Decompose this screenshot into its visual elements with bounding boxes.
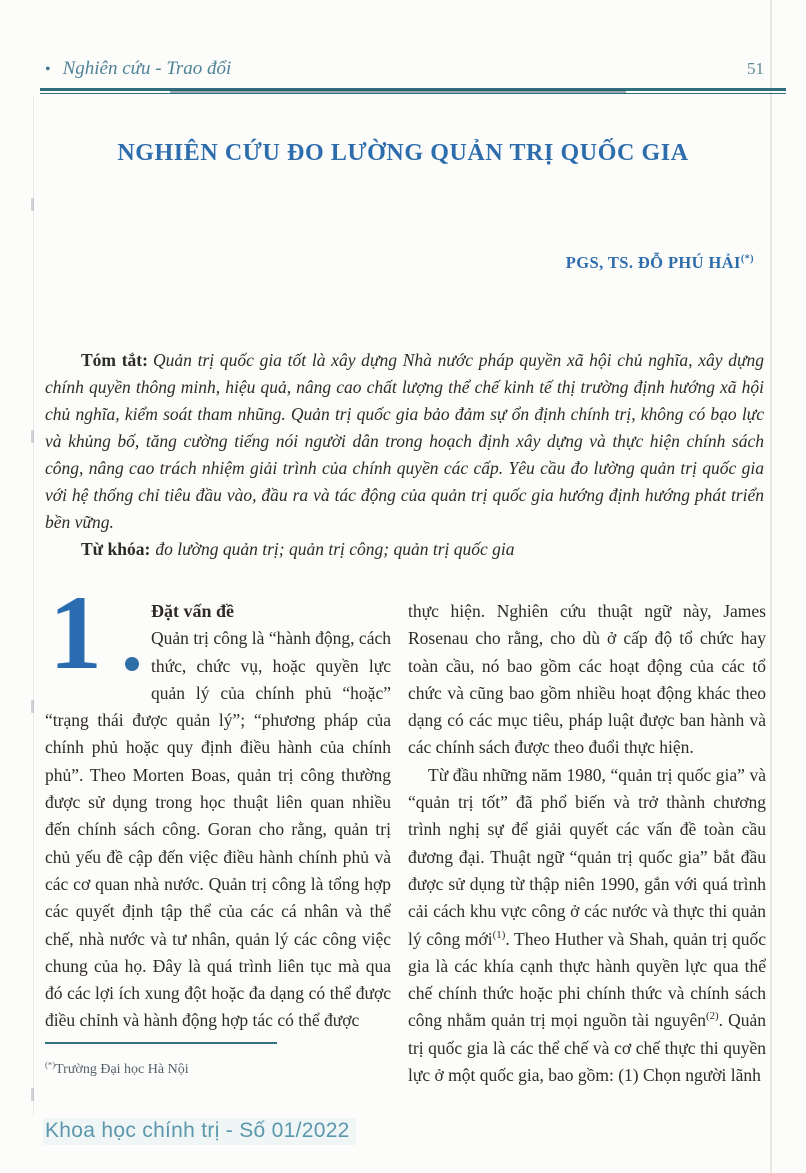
left-column [45, 598, 391, 1113]
keywords-text: đo lường quản trị; quản trị công; quản trị quốc gia [155, 539, 515, 559]
footnote-block [45, 1042, 391, 1083]
footnote-text [45, 1056, 391, 1083]
author-name: PGS, TS. ĐỖ PHÚ HẢI [565, 253, 741, 272]
keywords-label: Từ khóa: [81, 539, 151, 559]
keywords-line [45, 536, 764, 563]
page-edge-line [770, 0, 772, 1173]
article-title: NGHIÊN CỨU ĐO LƯỜNG QUẢN TRỊ QUỐC GIA [117, 140, 689, 166]
paragraph-text: . Theo Huther và Shah, quản trị quốc gia là các khía cạnh thực hành quyền lực qua thể chế chính thức hoặc phi chính thức và chính sách công nhằm quản trị mọi nguồn tài nguyên [408, 928, 766, 1031]
margin-mark [31, 198, 34, 211]
running-head [45, 58, 764, 80]
section-heading: Đặt vấn đề [151, 601, 235, 621]
endnote-ref-2: (2) [705, 1010, 719, 1023]
section-number-dropcap [45, 598, 151, 691]
abstract-text: Quản trị quốc gia tốt là xây dựng Nhà nước pháp quyền xã hội chủ nghĩa, xây dựng chính quyền thông minh, hiệu quả, nâng cao chất lượng thể chế kinh tế thị trường định hướng xã hội chủ nghĩa, kiểm soát tham nhũng. Quản trị quốc gia bảo đảm sự ổn định chính trị, không có bạo lực và khủng bố, tăng cường tiếng nói người dân trong hoạch định xây dựng và thực hiện chính sách công, nâng cao trách nhiệm giải trình của chính quyền các cấp. Yêu cầu đo lường quản trị quốc gia với hệ thống chỉ tiêu đầu vào, đầu ra và tác động của quản trị quốc gia hướng định hướng phát triển bền vững. [45, 350, 765, 532]
bullet-icon: • [45, 61, 51, 78]
right-column-paragraph-1: thực hiện. Nghiên cứu thuật ngữ này, James Rosenau cho rằng, cho dù ở cấp độ tổ chức hay toàn cầu, nó bao gồm các hoạt động của các tổ chức và cũng bao gồm nhiều hoạt động khác theo dạng có các mục tiêu, pháp luật được ban hành và các chính sách được theo đuổi thực hiện. [408, 601, 766, 758]
margin-mark [31, 1088, 34, 1101]
journal-footer: Khoa học chính trị - Số 01/2022 [43, 1118, 356, 1145]
body-columns [45, 598, 766, 1113]
abstract-block [45, 347, 764, 563]
header-rule-smudge [170, 90, 626, 93]
margin-mark [31, 700, 34, 713]
endnote-ref-1: (1) [492, 928, 506, 941]
paragraph-text: . Quản trị quốc gia là các thể chế và cơ chế thực thi quyền lực ở một quốc gia, bao gồm: (1) Chọn người lãnh [408, 1010, 766, 1086]
abstract-label: Tóm tắt: [81, 350, 148, 370]
binding-fold-line [33, 96, 34, 1116]
paragraph-text: Từ đầu những năm 1980, “quản trị quốc gia” và “quản trị tốt” đã phổ biến và trở thành chương trình nghị sự để giải quyết các vấn đề toàn cầu đương đại. Thuật ngữ “quản trị quốc gia” bắt đầu được sử dụng từ thập niên 1990, gắn với quá trình cải cách khu vực công ở các nước và thực thi quản lý công mới [408, 764, 766, 949]
author-footnote-mark: (*) [740, 253, 754, 265]
dropcap-dot-icon [125, 657, 139, 671]
footnote-body: Trường Đại học Hà Nội [55, 1061, 189, 1077]
abstract-paragraph [45, 347, 764, 536]
dropcap-numeral: 1 [49, 598, 102, 691]
right-column-paragraph-2 [408, 762, 766, 1090]
running-head-section: Nghiên cứu - Trao đổi [62, 58, 232, 79]
footnote-rule [45, 1042, 277, 1044]
footnote-mark: (*) [45, 1059, 56, 1070]
margin-mark [31, 430, 34, 443]
page-number: 51 [747, 59, 764, 78]
author-line [566, 253, 754, 273]
left-column-paragraph: Quản trị công là “hành động, cách thức, chức vụ, hoặc quyền lực quản lý của chính phủ “hoặc” “trạng thái được quản lý”; “phương pháp của chính phủ hoặc quy định điều hành của chính phủ”. Theo Morten Boas, quản trị công thường được sử dụng trong học thuật liên quan nhiều đến chính sách công. Goran cho rằng, quản trị chủ yếu đề cập đến việc điều hành chính phủ và các cơ quan nhà nước. Quản trị công là tổng hợp các quyết định tập thể của các cá nhân và thể chế, nhà nước và tư nhân, quản lý các công việc chung của họ. Đây là quá trình liên tục mà qua đó các lợi ích xung đột hoặc đa dạng có thể được điều chỉnh và hành động hợp tác có thể được [45, 628, 391, 1031]
right-column [408, 598, 766, 1113]
